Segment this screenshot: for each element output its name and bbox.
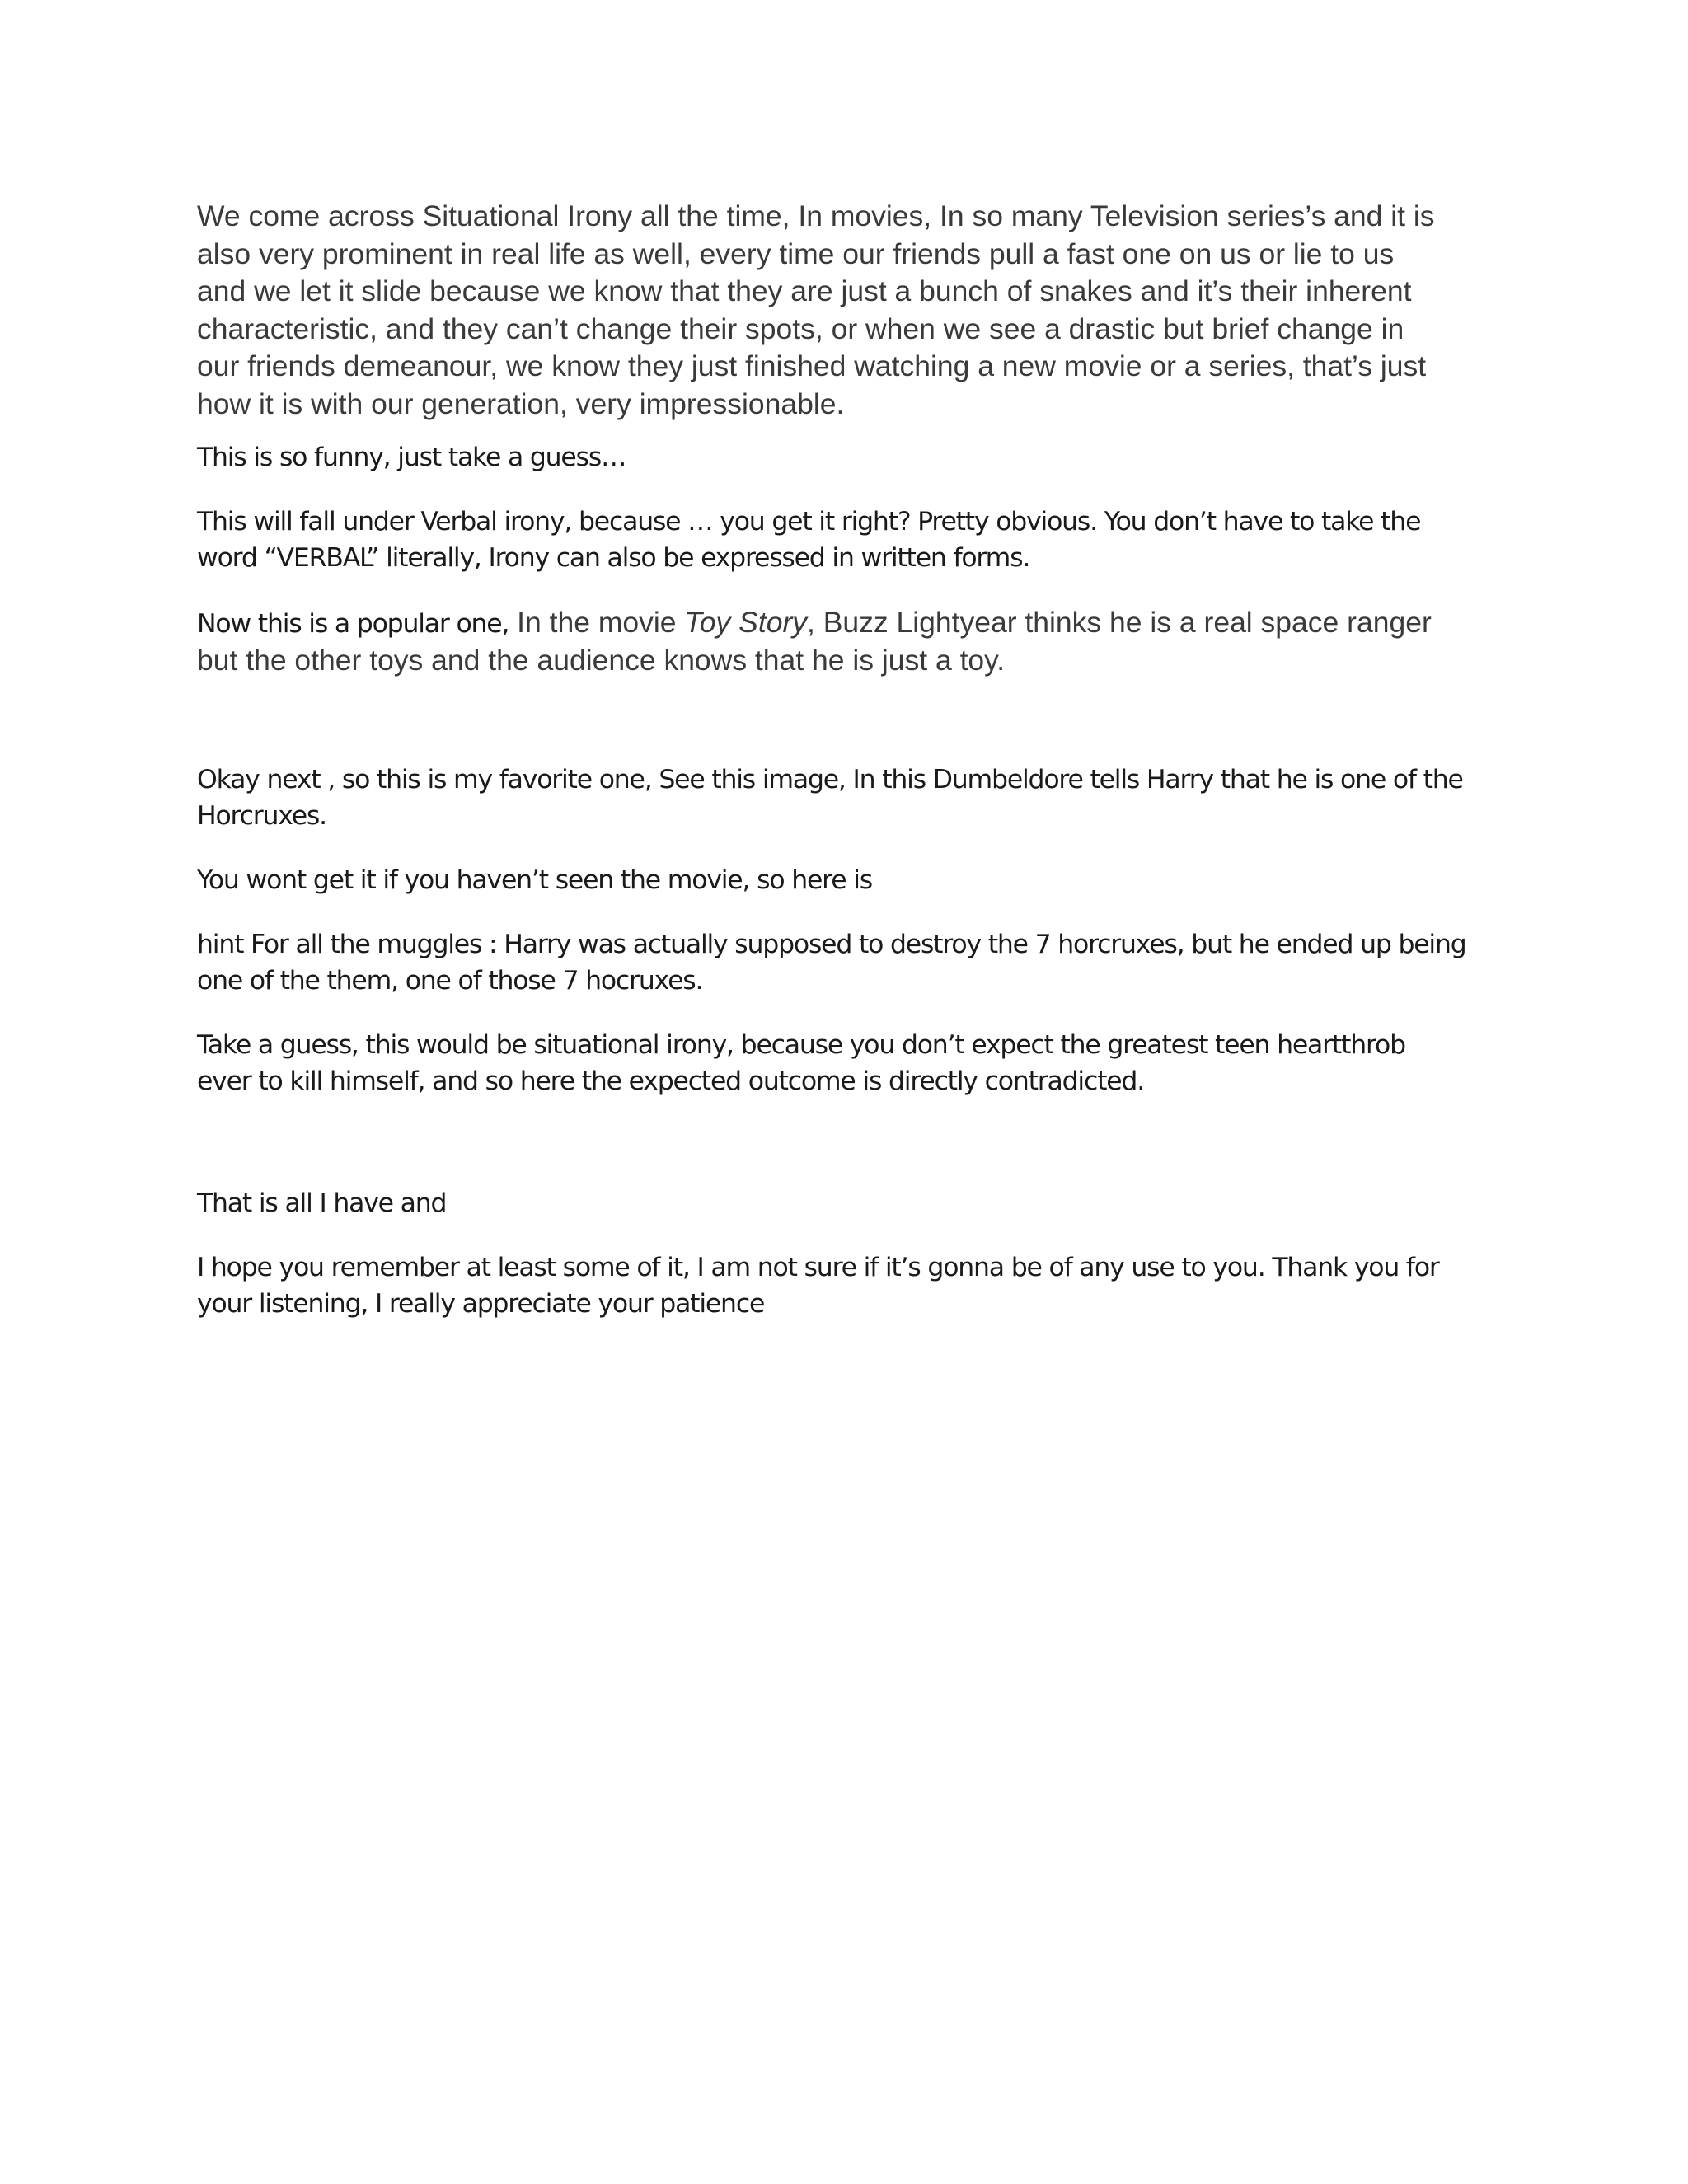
movie-title-italic: Toy Story [684, 606, 808, 639]
paragraph-verbal-irony [197, 504, 1499, 576]
text-line: ever to kill himself, and so here the expected outcome is directly contradicted. [197, 1066, 1145, 1096]
text-line: Horcruxes. [197, 801, 326, 831]
text-line: That is all I have and [197, 1188, 447, 1218]
text-line: This will fall under Verbal irony, because … you get it right? Pretty obvious. You don’t have to take the [197, 507, 1421, 537]
text-line [197, 604, 1499, 642]
text-line: but the other toys and the audience knows that he is just a toy. [197, 644, 1006, 677]
paragraph-toy-story [197, 604, 1499, 678]
text-line: also very prominent in real life as well, every time our friends pull a fast one on us or lie to us [197, 237, 1395, 270]
text-line: hint For all the muggles : Harry was actually supposed to destroy the 7 horcruxes, but he ended up being [197, 930, 1466, 959]
text-line: and we let it slide because we know that they are just a bunch of snakes and it’s their inherent [197, 274, 1412, 307]
text-line: characteristic, and they can’t change their spots, or when we see a drastic but brief change in [197, 312, 1404, 345]
paragraph-funny-guess [197, 439, 1499, 476]
text-line: your listening, I really appreciate your patience [197, 1289, 765, 1319]
text-line: word “VERBAL” literally, Irony can also be expressed in written forms. [197, 543, 1030, 573]
text-line: our friends demeanour, we know they just finished watching a new movie or a series, that’s just [197, 349, 1427, 382]
text-line: Okay next , so this is my favorite one, See this image, In this Dumbeldore tells Harry that he is one of the [197, 765, 1463, 794]
text-fragment [509, 606, 1432, 639]
paragraph-horcrux-favorite [197, 762, 1499, 834]
paragraph-muggles-hint [197, 926, 1499, 999]
text-fragment: , Buzz Lightyear thinks he is a real space ranger [807, 606, 1432, 639]
paragraph-situational-irony-intro [197, 198, 1499, 423]
text-line: This is so funny, just take a guess… [197, 443, 626, 472]
paragraph-situational-guess [197, 1027, 1499, 1099]
paragraph-movie-hint-intro [197, 862, 1499, 898]
text-fragment: In the movie [509, 606, 685, 639]
text-line: one of the them, one of those 7 hocruxes. [197, 966, 703, 996]
text-line: Take a guess, this would be situational irony, because you don’t expect the greatest teen heartthrob [197, 1030, 1405, 1060]
paragraph-thank-you [197, 1249, 1499, 1322]
text-line: You wont get it if you haven’t seen the movie, so here is [197, 865, 872, 895]
text-line: I hope you remember at least some of it, I am not sure if it’s gonna be of any use to you. Thank you for [197, 1253, 1439, 1282]
text-line: We come across Situational Irony all the time, In movies, In so many Television series’s and it is [197, 199, 1435, 232]
text-line: how it is with our generation, very impressionable. [197, 387, 845, 420]
paragraph-closing [197, 1185, 1499, 1221]
text-fragment: Now this is a popular one, [197, 609, 509, 639]
